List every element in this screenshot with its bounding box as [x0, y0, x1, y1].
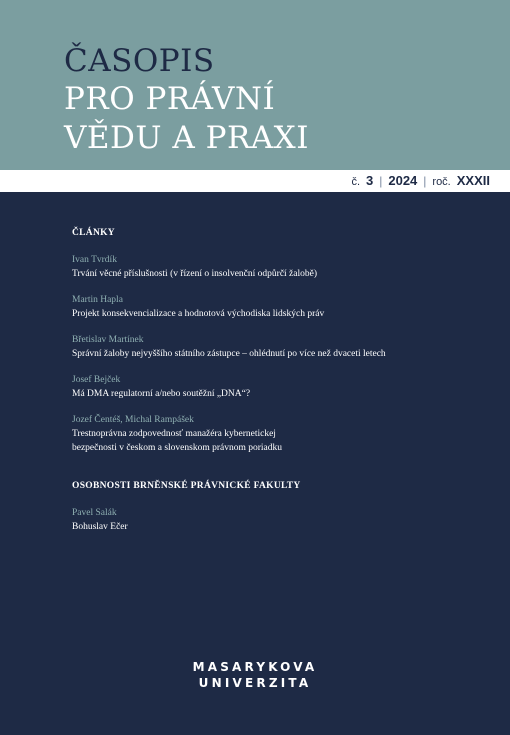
publisher-logo: [0, 659, 510, 691]
toc-author: Pavel Salák: [72, 508, 117, 518]
toc-title: Trestnoprávna zodpovednosť manažéra kybernetickej: [72, 429, 276, 439]
title-band: [0, 0, 510, 170]
toc-title: bezpečnosti v českom a slovenskom právnom poriadku: [72, 443, 283, 453]
issue-number-label: č.: [351, 176, 360, 188]
toc-title: Projekt konsekvencializace a hodnotová východiska lidských práv: [72, 309, 325, 319]
toc-title: Správní žaloby nejvyššího státního zástupce – ohlédnutí po více než dvaceti letech: [72, 349, 386, 359]
issue-info: [351, 173, 490, 188]
toc-author: Martin Hapla: [72, 295, 123, 305]
toc-author: Jozef Čentéš, Michal Rampášek: [72, 415, 194, 425]
journal-title-line2: PRO PRÁVNÍ: [64, 81, 276, 117]
toc-title: Bohuslav Ečer: [72, 522, 128, 532]
toc-entry: [72, 507, 482, 534]
toc-entry: [72, 374, 482, 401]
section-heading-articles: ČLÁNKY: [72, 228, 115, 238]
issue-volume-label: roč.: [432, 176, 451, 188]
section-heading-personalities: OSOBNOSTI BRNĚNSKÉ PRÁVNICKÉ FAKULTY: [72, 481, 301, 491]
toc-title: Trvání věcné příslušnosti (v řízení o insolvenční odpůrčí žalobě): [72, 269, 318, 279]
publisher-line2: UNIVERZITA: [198, 676, 312, 690]
toc-entry: [72, 294, 482, 321]
issue-separator: |: [379, 174, 383, 188]
table-of-contents: [72, 228, 482, 534]
toc-author: Břetislav Martínek: [72, 335, 144, 345]
toc-author: Josef Bejček: [72, 375, 121, 385]
toc-entry: [72, 334, 482, 361]
issue-separator: |: [423, 174, 427, 188]
publisher-line1: MASARYKOVA: [192, 660, 318, 674]
toc-entry: [72, 414, 482, 455]
toc-entry: [72, 254, 482, 281]
journal-title-line3: VĚDU A PRAXI: [64, 120, 309, 156]
journal-title-line1: ČASOPIS: [64, 43, 215, 79]
toc-title: Má DMA regulatorní a/nebo soutěžní „DNA“?: [72, 389, 251, 399]
issue-bar: [0, 170, 510, 192]
issue-year: 2024: [388, 173, 418, 188]
issue-volume: XXXII: [456, 173, 490, 188]
issue-number: 3: [366, 173, 374, 188]
toc-author: Ivan Tvrdík: [72, 255, 117, 265]
